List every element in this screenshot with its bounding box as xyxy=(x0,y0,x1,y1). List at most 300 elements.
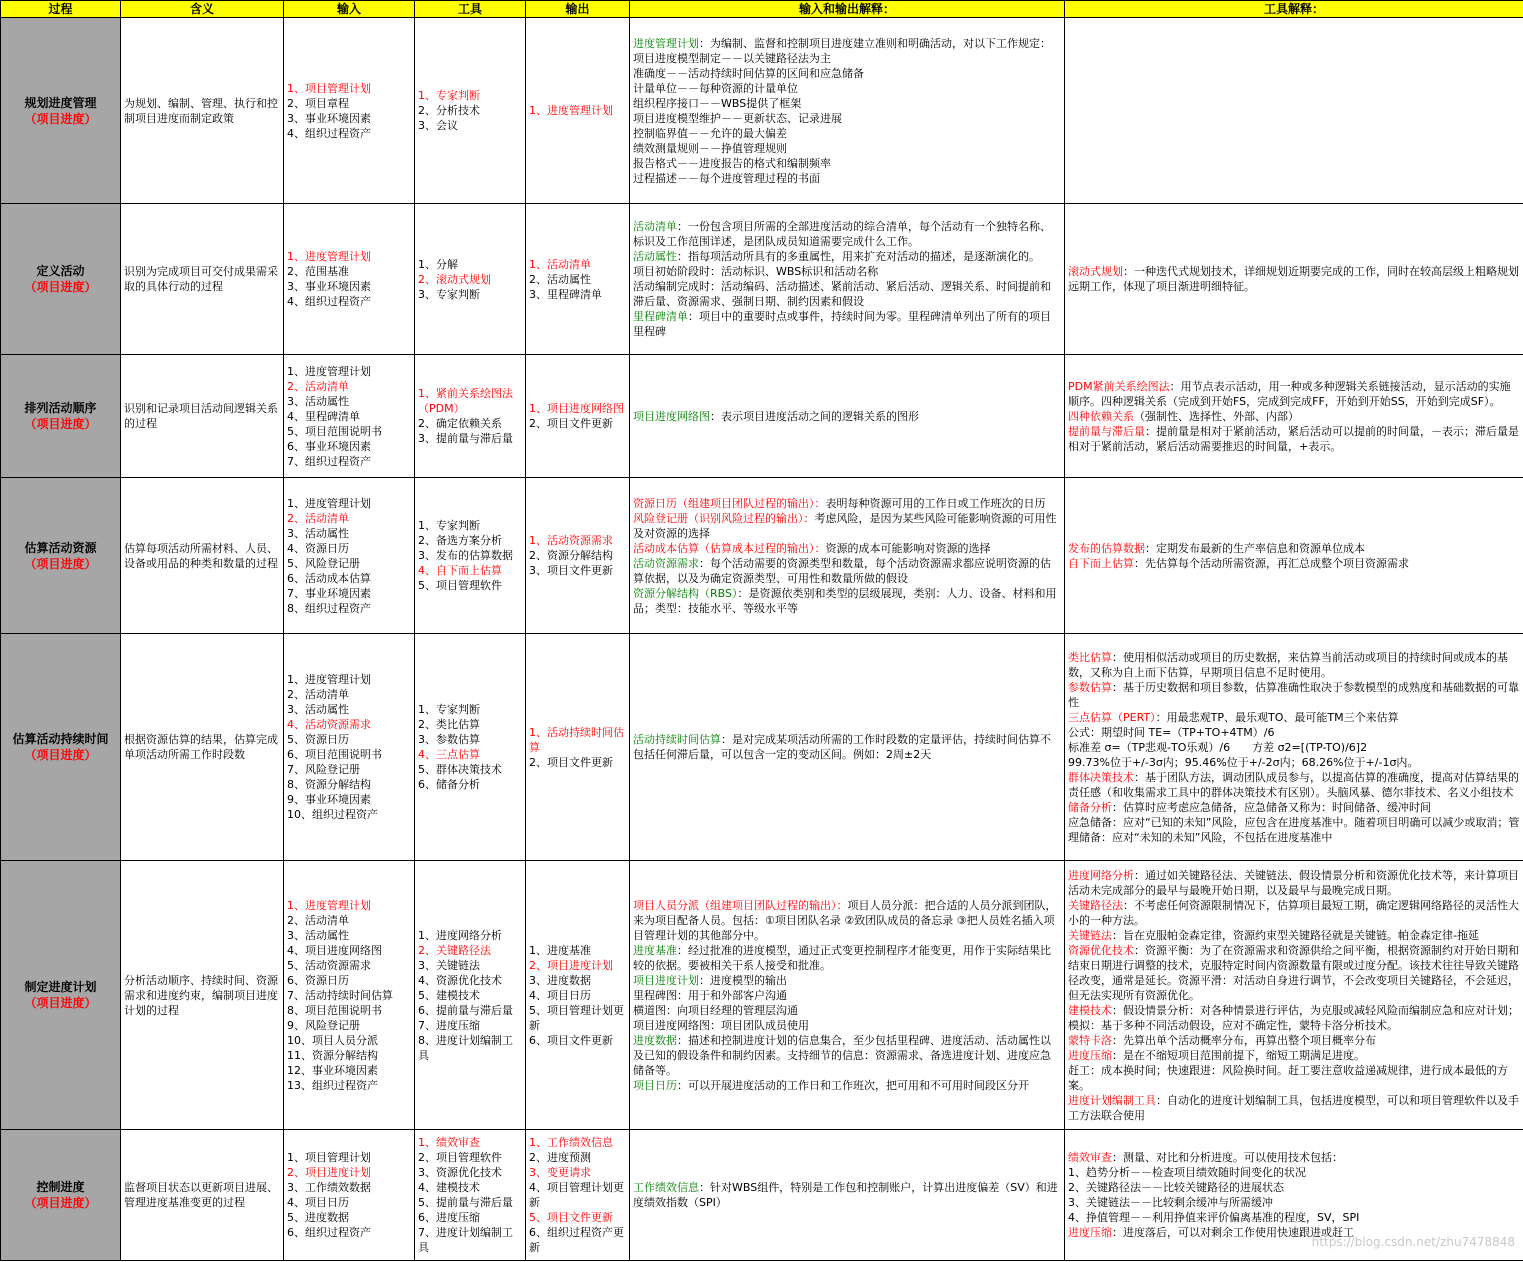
list-item: 7、风险登记册 xyxy=(287,763,360,776)
meaning-cell: 为规划、编制、管理、执行和控制项目进度而制定政策 xyxy=(121,18,284,204)
explanation-line xyxy=(1068,710,1520,725)
explanation-text: ：估算时应考虑应急储备，应急储备又称为：时间储备、缓冲时间 xyxy=(1112,800,1431,814)
explanation-text: 项目进度模型维护－－更新状态、记录进展 xyxy=(633,111,842,125)
list-item: 2、活动清单 xyxy=(287,379,349,393)
list-item: 1、活动资源需求 xyxy=(529,534,613,547)
explanation-line xyxy=(1068,868,1520,898)
table-row xyxy=(1,204,1523,355)
explanation-text: 项目初始阶段时：活动标识、WBS标识和活动名称 xyxy=(633,265,879,278)
explanation-text: ：基于历史数据和项目参数，估算准确性取决于参数模型的成熟度和基础数据的可靠性 xyxy=(1068,680,1519,709)
list-item: 2、活动清单 xyxy=(287,688,349,701)
list-item: 2、滚动式规划 xyxy=(418,272,491,286)
term-label: 发布的估算数据 xyxy=(1068,541,1145,555)
table-row xyxy=(1,18,1523,204)
explanation-text: ：可以开展进度活动的工作日和工作班次，把可用和不可用时间段区分开 xyxy=(677,1078,1029,1092)
list-item: 1、项目管理计划 xyxy=(287,81,371,95)
explanation-text: ：表示项目进度活动之间的逻辑关系的图形 xyxy=(710,409,919,423)
explanation-line xyxy=(1068,943,1520,1003)
term-label: 资源优化技术 xyxy=(1068,943,1134,957)
list-item: 2、项目管理软件 xyxy=(418,1151,502,1164)
outputs-cell xyxy=(526,204,630,355)
term-label: 四种依赖关系 xyxy=(1068,409,1134,423)
term-label: 活动属性 xyxy=(633,250,677,263)
list-item: 2、项目进度计划 xyxy=(287,1166,371,1179)
list-item: 11、资源分解结构 xyxy=(287,1048,378,1062)
explanation-line xyxy=(1068,379,1520,409)
explanation-line xyxy=(633,66,1061,81)
list-item: 1、紧前关系绘图法（PDM） xyxy=(418,387,513,415)
explanation-text: 准确度－－活动持续时间估算的区间和应急储备 xyxy=(633,66,864,80)
explanation-line xyxy=(633,409,1061,424)
process-name: 控制进度 xyxy=(36,1180,85,1194)
explanation-line xyxy=(633,309,1061,339)
explanation-text: 组织程序接口－－WBS提供了框架 xyxy=(633,96,802,110)
inputs-cell xyxy=(284,204,415,355)
term-label: 蒙特卡洛 xyxy=(1068,1033,1112,1047)
explanation-line xyxy=(633,988,1061,1003)
explanation-text: 应急储备：应对“已知的未知”风险，应包含在进度基准中。随着项目明确可以减少或取消；管理储备：应对“未知的未知”风险，不包括在进度基准中 xyxy=(1068,815,1520,844)
explanation-text: ：资源平衡：为了在资源需求和资源供给之间平衡，根据资源制约对开始日期和结束日期进行调整的技术，克服特定时间内资源数量有限或过度分配。该技术往往导致关键路径改变，通常是延长。资源平滑：对活动自身进行调节，不会改变项目关键路径，不会延迟，但无法实现所有资源优化。 xyxy=(1068,943,1519,1002)
list-item: 3、活动属性 xyxy=(287,928,349,942)
explanation-line xyxy=(633,156,1061,171)
explanation-text: ：旨在克服帕金森定律，资源约束型关键路径就是关键链。帕金森定律-拖延 xyxy=(1112,928,1479,942)
outputs-cell xyxy=(526,18,630,204)
list-item: 7、事业环境因素 xyxy=(287,586,371,600)
outputs-cell xyxy=(526,861,630,1130)
explanation-line xyxy=(633,898,1061,943)
explanation-line xyxy=(633,96,1061,111)
term-label: 绩效审查 xyxy=(1068,1151,1112,1164)
list-item: 1、进度管理计划 xyxy=(529,104,613,117)
list-item: 2、关键路径法 xyxy=(418,943,491,957)
explanation-line xyxy=(633,219,1061,249)
list-item: 1、进度管理计划 xyxy=(287,496,371,510)
explanation-text: 赶工：成本换时间；快速跟进：风险换时间。赶工要注意收益递减规律，进行成本最低的方案。 xyxy=(1068,1063,1508,1092)
watermark: https://blog.csdn.net/zhu7478848 xyxy=(1311,1235,1515,1249)
meaning-cell: 监督项目状态以更新项目进展、管理进度基准变更的过程 xyxy=(121,1130,284,1261)
list-item: 5、项目管理软件 xyxy=(418,579,502,592)
list-item: 1、活动清单 xyxy=(529,257,591,271)
list-item: 7、活动持续时间估算 xyxy=(287,988,393,1002)
list-item: 1、分解 xyxy=(418,257,458,271)
table-row xyxy=(1,1130,1523,1261)
explanation-line xyxy=(1068,1150,1520,1165)
inputs-cell xyxy=(284,861,415,1130)
explanation-line xyxy=(1068,815,1520,845)
list-item: 1、绩效审查 xyxy=(418,1136,480,1149)
header-outputs: 输出 xyxy=(526,1,630,18)
process-name: 制定进度计划 xyxy=(24,980,97,994)
explanation-line xyxy=(633,1078,1061,1093)
list-item: 6、项目范围说明书 xyxy=(287,748,382,761)
explanation-text: ：每个活动需要的资源类型和数量，每个活动资源需求都应说明资源的估算依据，以及为确定资源类型、可用性和数量所做的假设 xyxy=(633,556,1051,585)
list-item: 4、项目日历 xyxy=(287,1196,349,1209)
process-name: 估算活动资源 xyxy=(24,540,97,555)
list-item: 2、项目章程 xyxy=(287,96,349,110)
header-row xyxy=(1,1,1523,18)
list-item: 4、项目日历 xyxy=(529,988,591,1002)
explanation-text: 过程描述－－每个进度管理过程的书面 xyxy=(633,171,820,185)
inputs-cell xyxy=(284,1130,415,1261)
process-area-tag: （项目进度） xyxy=(24,280,97,294)
explanation-line xyxy=(633,171,1061,186)
list-item: 2、范围基准 xyxy=(287,265,349,278)
explanation-text: 报告格式－－进度报告的格式和编制频率 xyxy=(633,156,831,170)
explanation-text: 4、挣值管理－－利用挣值来评价偏离基准的程度，SV，SPI xyxy=(1068,1211,1360,1224)
explanation-text: 2、关键路径法－－比较关键路径的进展状态 xyxy=(1068,1181,1284,1194)
explanation-text: ：一份包含项目所需的全部进度活动的综合清单，每个活动有一个独特名称、标识及工作范围详述，是团队成员知道需要完成什么工作。 xyxy=(633,220,1051,248)
process-name-cell xyxy=(1,355,121,478)
explanation-line xyxy=(1068,1048,1520,1063)
explanation-line xyxy=(633,1033,1061,1078)
explanation-text: 99.73%位于+/-3σ内；95.46%位于+/-2σ内；68.26%位于+/-1σ内。 xyxy=(1068,755,1419,769)
explanation-text: ：经过批准的进度模型，通过正式变更控制程序才能变更，用作于实际结果比较的依据。要被相关干系人接受和批准。 xyxy=(633,943,1051,972)
list-item: 2、项目进度计划 xyxy=(529,958,613,972)
tools-cell xyxy=(415,1130,526,1261)
tools-cell xyxy=(415,478,526,634)
explanation-line xyxy=(633,496,1061,511)
list-item: 1、进度基准 xyxy=(529,943,591,957)
explanation-text: 标准差 σ=（TP悲观-TO乐观）/6 方差 σ2=[(TP-TO)/6]2 xyxy=(1068,740,1368,754)
list-item: 1、活动持续时间估算 xyxy=(529,725,624,754)
explanation-text: 1、趋势分析－－检查项目绩效随时间变化的状况 xyxy=(1068,1166,1306,1179)
term-label: 资源分解结构（RBS） xyxy=(633,586,738,600)
io-explanation-cell xyxy=(630,355,1065,478)
table-row xyxy=(1,861,1523,1130)
term-label: 项目日历 xyxy=(633,1078,677,1092)
term-label: 资源日历（组建项目团队过程的输出）： xyxy=(633,496,826,510)
explanation-line xyxy=(1068,1195,1520,1210)
term-label: 三点估算（PERT） xyxy=(1068,710,1156,724)
explanation-text: ：测量、对比和分析进度。可以使用技术包括： xyxy=(1112,1151,1343,1164)
explanation-line xyxy=(1068,264,1520,294)
list-item: 4、项目进度网络图 xyxy=(287,943,382,957)
explanation-text: 考虑风险，是因为某些风险可能影响资源的可用性及对资源的选择 xyxy=(633,511,1057,540)
explanation-line xyxy=(633,511,1061,541)
explanation-line xyxy=(1068,409,1520,424)
list-item: 3、事业环境因素 xyxy=(287,280,371,293)
list-item: 5、项目管理计划更新 xyxy=(529,1003,624,1032)
list-item: 2、项目文件更新 xyxy=(529,417,613,430)
explanation-line xyxy=(1068,541,1520,556)
term-label: 类比估算 xyxy=(1068,650,1112,664)
tool-explanation-cell xyxy=(1065,634,1523,861)
explanation-line xyxy=(1068,556,1520,571)
list-item: 3、参数估算 xyxy=(418,733,480,746)
list-item: 3、项目文件更新 xyxy=(529,564,613,577)
explanation-line xyxy=(1068,1033,1520,1048)
list-item: 4、三点估算 xyxy=(418,748,480,761)
list-item: 3、事业环境因素 xyxy=(287,111,371,125)
header-tool-explanation: 工具解释： xyxy=(1065,1,1523,18)
tools-cell xyxy=(415,861,526,1130)
explanation-line xyxy=(633,973,1061,988)
process-name-cell xyxy=(1,478,121,634)
explanation-text: ：通过如关键路径法、关键链法、假设情景分析和资源优化技术等，来计算项目活动未完成部分的最早与最晚开始日期，以及最早与最晚完成日期。 xyxy=(1068,868,1519,897)
list-item: 7、进度计划编制工具 xyxy=(418,1226,513,1254)
term-label: PDM紧前关系绘图法 xyxy=(1068,379,1170,393)
explanation-text: 横道图：向项目经理的管理层沟通 xyxy=(633,1003,798,1017)
list-item: 5、活动资源需求 xyxy=(287,958,371,972)
list-item: 4、组织过程资产 xyxy=(287,126,371,140)
list-item: 4、组织过程资产 xyxy=(287,295,371,308)
list-item: 5、风险登记册 xyxy=(287,556,360,570)
header-inputs: 输入 xyxy=(284,1,415,18)
process-area-tag: （项目进度） xyxy=(24,1196,97,1210)
explanation-line xyxy=(633,249,1061,264)
list-item: 1、进度管理计划 xyxy=(287,364,371,378)
explanation-text: 项目人员分派：把合适的人员分派到团队，来为项目配备人员。包括：①项目团队名录 ②致团队成员的备忘录 ③把人员姓名插入项目管理计划的其他部分中。 xyxy=(633,898,1057,942)
list-item: 13、组织过程资产 xyxy=(287,1078,378,1092)
explanation-line xyxy=(1068,800,1520,815)
list-item: 3、工作绩效数据 xyxy=(287,1181,371,1194)
term-label: 滚动式规划 xyxy=(1068,265,1123,278)
term-label: 建模技术 xyxy=(1068,1003,1112,1017)
explanation-text: ：指每项活动所具有的多重属性，用来扩充对活动的描述，是逐渐演化的。 xyxy=(677,250,1040,263)
list-item: 7、进度压缩 xyxy=(418,1018,480,1032)
explanation-text: 控制临界值－－允许的最大偏差 xyxy=(633,126,787,140)
process-area-tag: （项目进度） xyxy=(24,111,97,126)
explanation-text: 表明每种资源可用的工作日或工作班次的日历 xyxy=(825,496,1046,510)
explanation-line xyxy=(1068,755,1520,770)
list-item: 4、资源优化技术 xyxy=(418,973,502,987)
meaning-cell: 根据资源估算的结果，估算完成单项活动所需工作时段数 xyxy=(121,634,284,861)
explanation-line xyxy=(633,126,1061,141)
list-item: 7、组织过程资产 xyxy=(287,454,371,468)
explanation-text: ：用最悲观TP、最乐观TO、最可能TM三个来估算 xyxy=(1155,710,1399,724)
explanation-text: 3、关键链法－－比较剩余缓冲与所需缓冲 xyxy=(1068,1196,1273,1209)
header-process: 过程 xyxy=(1,1,121,18)
term-label: 活动资源需求 xyxy=(633,556,699,570)
io-explanation-cell xyxy=(630,478,1065,634)
explanation-line xyxy=(633,264,1061,279)
explanation-text: 活动编制完成时：活动编码、活动描述、紧前活动、紧后活动、逻辑关系、时间提前和滞后量、资源需求、强制日期、制约因素和假设 xyxy=(633,280,1051,308)
explanation-line xyxy=(1068,1093,1520,1123)
list-item: 10、项目人员分派 xyxy=(287,1033,378,1047)
outputs-cell xyxy=(526,478,630,634)
process-area-tag: （项目进度） xyxy=(24,996,97,1010)
io-explanation-cell xyxy=(630,204,1065,355)
inputs-cell xyxy=(284,478,415,634)
explanation-text: ：进度落后，可以对剩余工作使用快速跟进或赶工 xyxy=(1112,1226,1354,1239)
list-item: 2、活动属性 xyxy=(529,272,591,286)
list-item: 10、组织过程资产 xyxy=(287,808,378,821)
explanation-line xyxy=(1068,1165,1520,1180)
explanation-line xyxy=(633,51,1061,66)
explanation-line xyxy=(1068,1180,1520,1195)
explanation-text: ：不考虑任何资源限制情况下，估算项目最短工期，确定逻辑网络路径的灵活性大小的一种方法。 xyxy=(1068,898,1519,927)
list-item: 2、进度预测 xyxy=(529,1151,591,1164)
explanation-text: ：针对WBS组件，特别是工作包和控制账户，计算出进度偏差（SV）和进度绩效指数（SPI） xyxy=(633,1181,1058,1209)
list-item: 5、进度数据 xyxy=(287,1211,349,1224)
table-row xyxy=(1,355,1523,478)
term-label: 进度数据 xyxy=(633,1033,677,1047)
tool-explanation-cell xyxy=(1065,204,1523,355)
explanation-text: ：基于团队方法，调动团队成员参与，以提高估算的准确度，提高对估算结果的责任感（和收集需求工具中的群体决策技术有区别）。头脑风暴、德尔菲技术、名义小组技术 xyxy=(1068,770,1519,799)
term-label: 提前量与滞后量 xyxy=(1068,424,1145,438)
explanation-line xyxy=(633,1018,1061,1033)
io-explanation-cell xyxy=(630,861,1065,1130)
list-item: 2、分析技术 xyxy=(418,104,480,117)
list-item: 5、资源日历 xyxy=(287,733,349,746)
process-area-tag: （项目进度） xyxy=(24,417,97,431)
header-io-explanation: 输入和输出解释： xyxy=(630,1,1065,18)
io-explanation-cell xyxy=(630,1130,1065,1261)
list-item: 3、专家判断 xyxy=(418,287,480,301)
explanation-line xyxy=(633,943,1061,973)
explanation-line xyxy=(633,36,1061,51)
tool-explanation-cell xyxy=(1065,478,1523,634)
list-item: 1、专家判断 xyxy=(418,703,480,716)
list-item: 1、专家判断 xyxy=(418,89,480,102)
list-item: 3、进度数据 xyxy=(529,973,591,987)
list-item: 8、组织过程资产 xyxy=(287,601,371,615)
term-label: 活动持续时间估算 xyxy=(633,733,721,746)
term-label: 项目进度网络图 xyxy=(633,409,710,423)
list-item: 4、项目管理计划更新 xyxy=(529,1181,624,1209)
list-item: 2、活动清单 xyxy=(287,913,349,927)
list-item: 8、进度计划编制工具 xyxy=(418,1033,513,1062)
explanation-line xyxy=(1068,770,1520,800)
outputs-cell xyxy=(526,1130,630,1261)
explanation-text: 里程碑图：用于和外部客户沟通 xyxy=(633,988,787,1002)
explanation-line xyxy=(1068,1210,1520,1225)
list-item: 2、项目文件更新 xyxy=(529,755,613,769)
process-name-cell xyxy=(1,204,121,355)
list-item: 3、关键链法 xyxy=(418,958,480,972)
list-item: 4、建模技术 xyxy=(418,1181,480,1194)
explanation-line xyxy=(633,541,1061,556)
explanation-line xyxy=(633,141,1061,156)
list-item: 6、提前量与滞后量 xyxy=(418,1003,513,1017)
list-item: 1、工作绩效信息 xyxy=(529,1136,613,1149)
process-name-cell xyxy=(1,861,121,1130)
list-item: 1、项目管理计划 xyxy=(287,1151,371,1164)
list-item: 3、提前量与滞后量 xyxy=(418,432,513,445)
term-label: 里程碑清单 xyxy=(633,310,688,323)
list-item: 2、类比估算 xyxy=(418,718,480,731)
explanation-text: ：定期发布最新的生产率信息和资源单位成本 xyxy=(1145,541,1365,555)
explanation-text: ：进度模型的输出 xyxy=(699,973,787,987)
list-item: 2、活动清单 xyxy=(287,511,349,525)
explanation-line xyxy=(1068,424,1520,454)
list-item: 6、组织过程资产 xyxy=(287,1226,371,1239)
term-label: 风险登记册（识别风险过程的输出）： xyxy=(633,511,815,525)
process-area-tag: （项目进度） xyxy=(24,748,97,762)
outputs-cell xyxy=(526,355,630,478)
list-item: 3、会议 xyxy=(418,119,458,132)
list-item: 2、资源分解结构 xyxy=(529,549,613,562)
explanation-text: 公式：期望时间 TE=（TP+TO+4TM）/6 xyxy=(1068,725,1275,739)
term-label: 进度压缩 xyxy=(1068,1048,1112,1062)
process-name: 排列活动顺序 xyxy=(24,401,97,415)
process-name: 估算活动持续时间 xyxy=(12,732,109,746)
process-name-cell xyxy=(1,1130,121,1261)
tools-cell xyxy=(415,355,526,478)
list-item: 6、组织过程资产更新 xyxy=(529,1226,624,1254)
meaning-cell: 识别为完成项目可交付成果需采取的具体行动的过程 xyxy=(121,204,284,355)
explanation-line xyxy=(1068,680,1520,710)
explanation-text: ：描述和控制进度计划的信息集合，至少包括里程碑、进度活动、活动属性以及已知的假设条件和制约因素。支持细节的信息：资源需求、备选进度计划、进度应急储备等。 xyxy=(633,1033,1051,1077)
io-explanation-cell xyxy=(630,634,1065,861)
term-label: 群体决策技术 xyxy=(1068,770,1134,784)
explanation-text: ：提前量是相对于紧前活动，紧后活动可以提前的时间量，－表示；滞后量是相对于紧前活动，紧后活动需要推迟的时间量，+表示。 xyxy=(1068,424,1519,453)
list-item: 3、变更请求 xyxy=(529,1166,591,1179)
list-item: 5、建模技术 xyxy=(418,988,480,1002)
term-label: 进度管理计划 xyxy=(633,36,699,50)
explanation-text: ：使用相似活动或项目的历史数据，来估算当前活动或项目的持续时间或成本的基数，又称为自上而下估算，早期项目信息不足时使用。 xyxy=(1068,650,1508,679)
header-tools: 工具 xyxy=(415,1,526,18)
list-item: 3、活动属性 xyxy=(287,394,349,408)
explanation-line xyxy=(633,81,1061,96)
term-label: 活动成本估算（估算成本过程的输出）： xyxy=(633,541,826,555)
table-row xyxy=(1,634,1523,861)
explanation-line xyxy=(633,1003,1061,1018)
list-item: 5、提前量与滞后量 xyxy=(418,1196,513,1209)
inputs-cell xyxy=(284,634,415,861)
list-item: 1、项目进度网络图 xyxy=(529,402,624,415)
list-item: 5、项目范围说明书 xyxy=(287,424,382,438)
inputs-cell xyxy=(284,355,415,478)
list-item: 6、事业环境因素 xyxy=(287,439,371,453)
list-item: 12、事业环境因素 xyxy=(287,1063,378,1077)
list-item: 1、进度管理计划 xyxy=(287,898,371,912)
list-item: 9、事业环境因素 xyxy=(287,793,371,806)
explanation-line xyxy=(633,1180,1061,1210)
list-item: 5、项目文件更新 xyxy=(529,1211,613,1224)
explanation-line xyxy=(1068,1063,1520,1093)
term-label: 工作绩效信息 xyxy=(633,1181,699,1194)
term-label: 进度基准 xyxy=(633,943,677,957)
inputs-cell xyxy=(284,18,415,204)
explanation-text: ：是资源依类别和类型的层级展现，类别：人力、设备、材料和用品；类型：技能水平、等级水平等 xyxy=(633,586,1057,615)
explanation-line xyxy=(633,111,1061,126)
list-item: 2、备选方案分析 xyxy=(418,534,502,547)
list-item: 3、资源优化技术 xyxy=(418,1166,502,1179)
explanation-text: ：是在不缩短项目范围前提下，缩短工期满足进度。 xyxy=(1112,1048,1365,1062)
explanation-text: ：自动化的进度计划编制工具，包括进度模型，可以和项目管理软件以及手工方法联合使用 xyxy=(1068,1093,1519,1122)
list-item: 1、进度网络分析 xyxy=(418,928,502,942)
explanation-text: （强制性、选择性、外部、内部） xyxy=(1134,409,1299,423)
process-name: 规划进度管理 xyxy=(24,95,97,110)
explanation-text: ：为编制、监督和控制项目进度建立准则和明确活动，对以下工作规定： xyxy=(699,36,1051,50)
term-label: 参数估算 xyxy=(1068,680,1112,694)
explanation-line xyxy=(1068,928,1520,943)
explanation-text: 计量单位－－每种资源的计量单位 xyxy=(633,81,798,95)
meaning-cell: 估算每项活动所需材料、人员、设备或用品的种类和数量的过程 xyxy=(121,478,284,634)
tool-explanation-cell xyxy=(1065,355,1523,478)
list-item: 3、活动属性 xyxy=(287,526,349,540)
explanation-line xyxy=(633,586,1061,616)
list-item: 4、里程碑清单 xyxy=(287,409,360,423)
term-label: 项目人员分派（组建项目团队过程的输出）： xyxy=(633,898,848,912)
list-item: 4、自下而上估算 xyxy=(418,564,502,577)
tool-explanation-cell xyxy=(1065,18,1523,204)
explanation-text: ：假设情景分析：对各种情景进行评估，为克服或减轻风险而编制应急和应对计划；模拟：基于多种不同活动假设，应对不确定性，蒙特卡洛分析技术。 xyxy=(1068,1003,1519,1032)
explanation-line xyxy=(1068,1003,1520,1033)
explanation-text: ：先估算每个活动所需资源，再汇总成整个项目资源需求 xyxy=(1134,556,1409,570)
list-item: 8、资源分解结构 xyxy=(287,778,371,791)
list-item: 4、资源日历 xyxy=(287,541,349,555)
list-item: 3、活动属性 xyxy=(287,703,349,716)
explanation-text: ：项目中的重要时点或事件，持续时间为零。里程碑清单列出了所有的项目里程碑 xyxy=(633,310,1051,338)
explanation-text: ：用节点表示活动，用一种或多种逻辑关系链接活动，显示活动的实施顺序。四种逻辑关系（完成到开始FS，完成到完成FF，开始到开始SS，开始到完成SF）。 xyxy=(1068,379,1511,408)
explanation-text: 绩效测量规则－－挣值管理规则 xyxy=(633,141,787,155)
explanation-text: ：一种迭代式规划技术，详细规划近期要完成的工作，同时在较高层级上粗略规划远期工作，体现了项目渐进明细特征。 xyxy=(1068,265,1519,293)
explanation-text: 项目进度模型制定－－以关键路径法为主 xyxy=(633,51,831,65)
tools-cell xyxy=(415,18,526,204)
header-meaning: 含义 xyxy=(121,1,284,18)
